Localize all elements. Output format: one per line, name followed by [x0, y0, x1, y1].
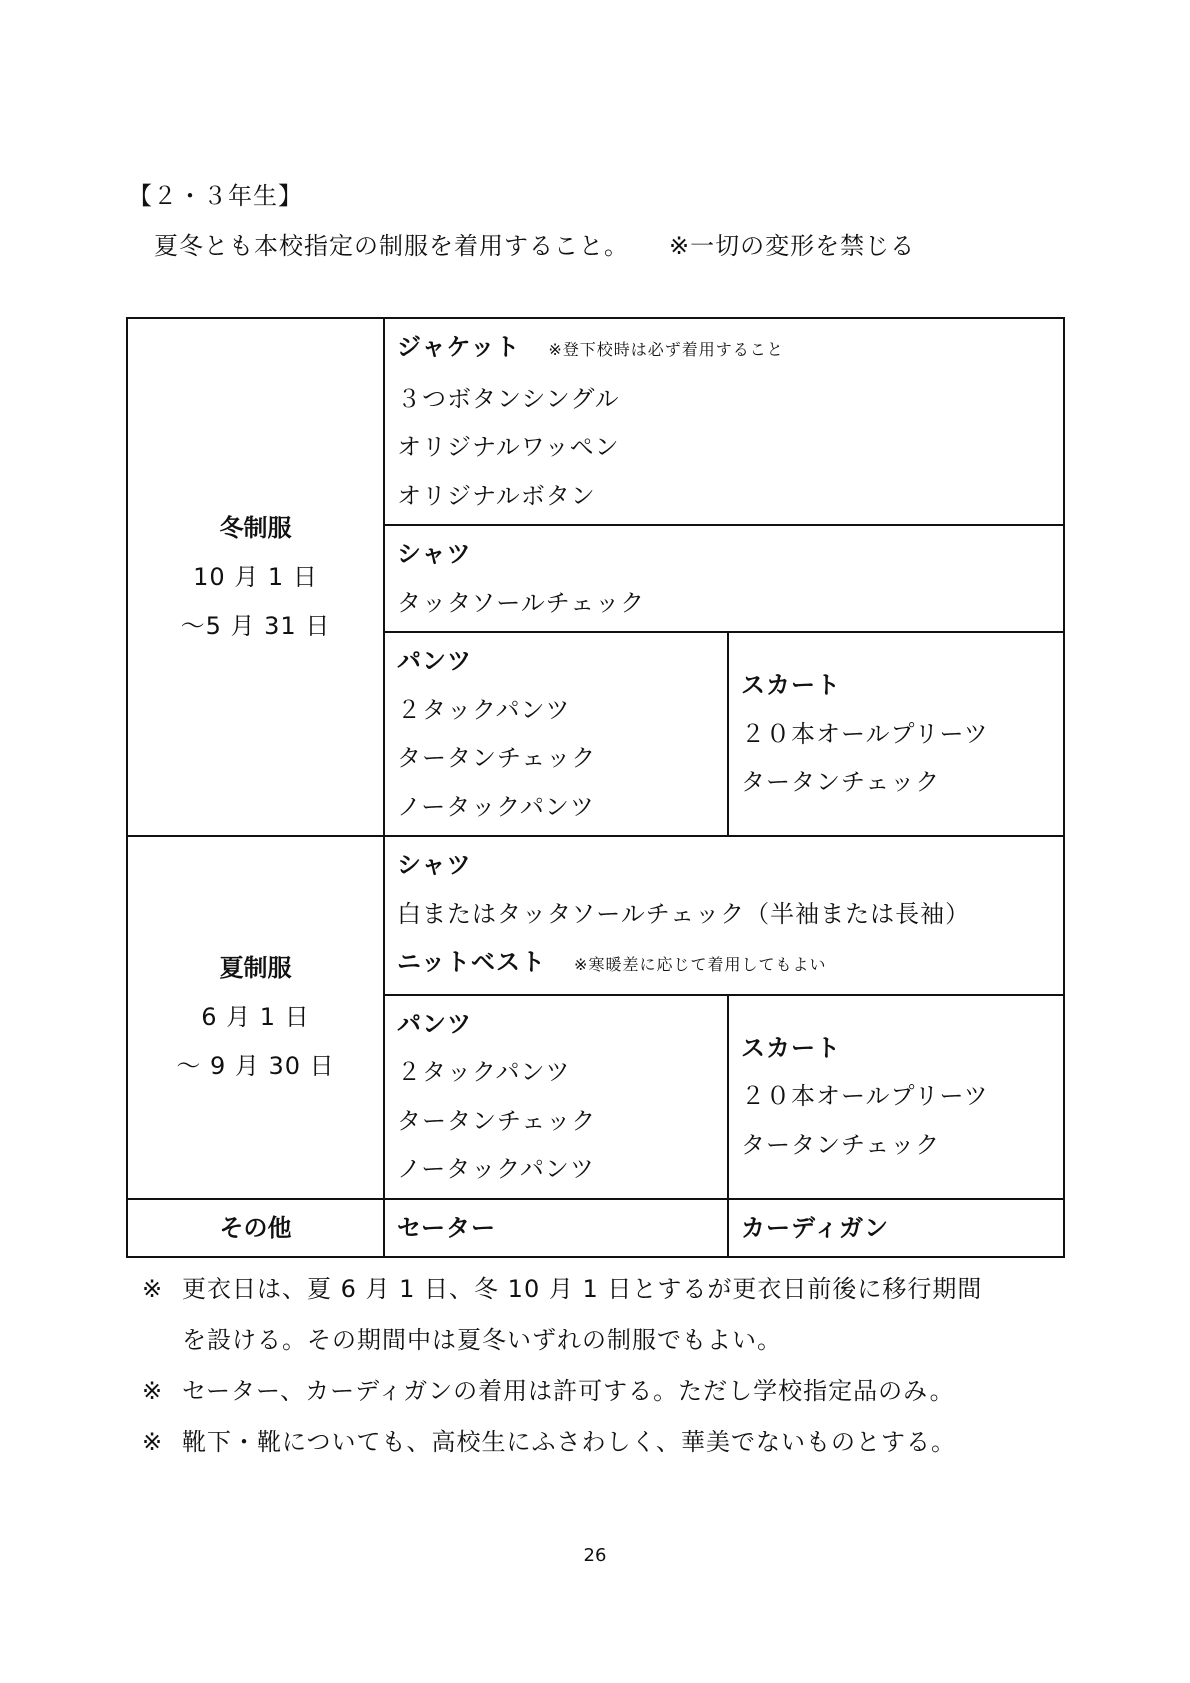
winter-skirt-item: ２０本オールプリーツ [741, 719, 989, 748]
winter-shirt-title: シャツ [397, 540, 472, 568]
summer-vest-note: ※寒暖差に応じて着用してもよい [574, 955, 827, 974]
winter-shirt-cell [384, 525, 1064, 632]
note-text: を設ける。その期間中は夏冬いずれの制服でもよい。 [182, 1326, 782, 1354]
other-label: その他 [127, 1199, 384, 1258]
winter-jacket-item: オリジナルボタン [397, 481, 596, 510]
winter-pants-cell [384, 632, 728, 836]
intro-note: ※一切の変形を禁じる [669, 232, 916, 260]
other-row [127, 1199, 1064, 1258]
summer-skirt-item: タータンチェック [741, 1130, 941, 1159]
winter-pants-title: パンツ [397, 647, 472, 675]
summer-shirt-row [127, 836, 1064, 995]
note-mark: ※ [142, 1275, 164, 1303]
uniform-table [126, 317, 1065, 1258]
note-item [142, 1366, 982, 1417]
summer-pants-item: ノータックパンツ [397, 1155, 595, 1183]
notes-list [142, 1264, 982, 1468]
winter-pants-item: ２タックパンツ [397, 695, 571, 724]
winter-skirt-cell [728, 632, 1064, 836]
summer-skirt-cell [728, 995, 1064, 1199]
summer-label: 夏制服 [219, 953, 292, 982]
winter-period-end: 〜5 月 31 日 [180, 611, 331, 640]
summer-skirt-item: ２０本オールプリーツ [741, 1082, 989, 1111]
note-text: 靴下・靴についても、高校生にふさわしく、華美でないものとする。 [182, 1428, 957, 1456]
summer-vest-title: ニットベスト [397, 948, 547, 976]
summer-shirt-title: シャツ [397, 851, 472, 879]
other-item-sweater: セーター [384, 1199, 728, 1258]
winter-jacket-note: ※登下校時は必ず着用すること [548, 340, 784, 359]
summer-season-cell [127, 836, 384, 1199]
section-heading: 【２・３年生】 [128, 182, 303, 210]
summer-period-end: 〜 9 月 30 日 [176, 1051, 335, 1080]
note-mark: ※ [142, 1377, 164, 1405]
summer-pants-item: タータンチェック [397, 1106, 597, 1135]
page-number: 26 [583, 1545, 607, 1566]
note-continuation [142, 1315, 982, 1366]
summer-shirt-cell [384, 836, 1064, 995]
note-text: 更衣日は、夏 6 月 1 日、冬 10 月 1 日とするが更衣日前後に移行期間 [182, 1275, 983, 1303]
winter-period-start: 10 月 1 日 [193, 562, 318, 591]
winter-jacket-item: ３つボタンシングル [397, 384, 620, 413]
summer-shirt-item: 白またはタッタソールチェック（半袖または長袖） [397, 899, 971, 928]
summer-pants-cell [384, 995, 728, 1199]
intro-text: 夏冬とも本校指定の制服を着用すること。 [154, 232, 629, 260]
winter-skirt-item: タータンチェック [741, 768, 941, 797]
note-text: セーター、カーディガンの着用は許可する。ただし学校指定品のみ。 [182, 1377, 955, 1405]
winter-season-cell [127, 318, 384, 836]
winter-jacket-row [127, 318, 1064, 525]
winter-skirt-title: スカート [741, 671, 841, 700]
summer-pants-title: パンツ [397, 1009, 472, 1038]
winter-jacket-cell [384, 318, 1064, 525]
summer-period-start: 6 月 1 日 [201, 1002, 310, 1031]
summer-skirt-title: スカート [741, 1033, 841, 1062]
winter-label: 冬制服 [219, 513, 292, 542]
winter-jacket-title: ジャケット [397, 333, 521, 361]
winter-shirt-item: タッタソールチェック [397, 588, 646, 617]
note-item [142, 1417, 982, 1468]
winter-jacket-item: オリジナルワッペン [397, 433, 620, 461]
note-item [142, 1264, 982, 1315]
winter-pants-item: タータンチェック [397, 744, 597, 772]
note-mark: ※ [142, 1428, 164, 1456]
winter-pants-item: ノータックパンツ [397, 792, 595, 821]
summer-pants-item: ２タックパンツ [397, 1058, 571, 1086]
other-item-cardigan: カーディガン [728, 1199, 1064, 1258]
intro-line [154, 226, 915, 261]
